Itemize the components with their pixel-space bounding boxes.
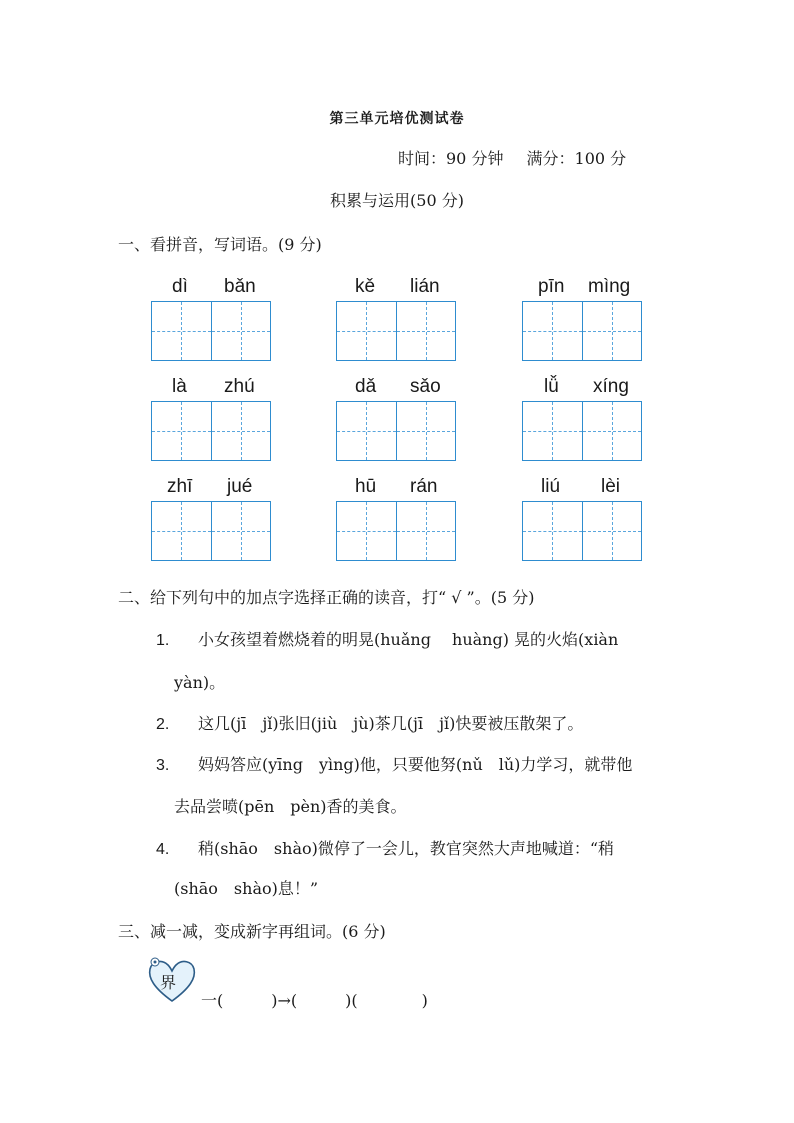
question-2-line1	[156, 711, 583, 734]
pinyin-1a: dì	[172, 276, 188, 297]
pinyin-6a: lǚ	[544, 376, 559, 397]
writing-grid[interactable]	[336, 401, 456, 461]
question-number: 4.	[156, 841, 170, 858]
question-text: 这几(jī jǐ)张旧(jiù jù)茶几(jī jǐ)快要被压散架了。	[198, 714, 584, 733]
pinyin-4a: là	[172, 376, 187, 397]
question-1-line1	[156, 627, 618, 650]
writing-grid[interactable]	[522, 401, 642, 461]
page-title: 第三单元培优测试卷	[329, 111, 465, 127]
question-text: 小女孩望着燃烧着的明晃(huǎng huàng) 晃的火焰(xiàn	[198, 630, 619, 649]
pinyin-8a: hū	[355, 476, 377, 497]
question-text: 妈妈答应(yīng yìng)他，只要他努(nǔ lǔ)力学习，就带他	[198, 755, 633, 774]
section-3-heading: 三、减一减，变成新字再组词。(6 分)	[118, 922, 386, 941]
writing-grid[interactable]	[336, 301, 456, 361]
formula-line: 一( )→( )( )	[201, 991, 428, 1010]
pinyin-3b: mìng	[588, 276, 631, 297]
question-number: 1.	[156, 632, 170, 649]
question-number: 3.	[156, 757, 170, 774]
question-3-line2: 去品尝喷(pēn pèn)香的美食。	[174, 797, 407, 816]
question-4-line2: (shāo shào)息！”	[174, 879, 319, 898]
pinyin-9a: liú	[541, 476, 561, 497]
pinyin-6b: xíng	[593, 376, 629, 397]
part-heading: 积累与运用(50 分)	[330, 191, 464, 210]
writing-grid[interactable]	[522, 501, 642, 561]
pinyin-8b: rán	[410, 476, 438, 497]
question-number: 2.	[156, 716, 170, 733]
pinyin-2a: kě	[355, 276, 376, 297]
pinyin-5b: sǎo	[410, 376, 441, 397]
writing-grid[interactable]	[522, 301, 642, 361]
writing-grid[interactable]	[336, 501, 456, 561]
section-1-heading: 一、看拼音，写词语。(9 分)	[118, 235, 322, 254]
writing-grid[interactable]	[151, 501, 271, 561]
writing-grid[interactable]	[151, 301, 271, 361]
pinyin-2b: lián	[410, 276, 440, 297]
exam-score: 满分：100 分	[526, 149, 627, 168]
pinyin-7a: zhī	[167, 476, 193, 497]
question-3-line1	[156, 752, 632, 775]
pinyin-5a: dǎ	[355, 376, 377, 397]
writing-grid[interactable]	[151, 401, 271, 461]
exam-meta	[398, 146, 644, 169]
question-1-line2: yàn)。	[174, 673, 226, 692]
base-character: 界	[160, 973, 177, 992]
question-4-line1	[156, 836, 614, 859]
pinyin-7b: jué	[227, 476, 253, 497]
section-2-heading: 二、给下列句中的加点字选择正确的读音，打“ √ ”。(5 分)	[118, 588, 535, 607]
pinyin-4b: zhú	[224, 376, 255, 397]
pinyin-9b: lèi	[601, 476, 621, 497]
pinyin-3a: pīn	[538, 276, 565, 297]
exam-time: 时间：90 分钟	[398, 149, 504, 168]
pinyin-1b: bǎn	[224, 276, 256, 297]
question-text: 稍(shāo shào)微停了一会儿，教官突然大声地喊道：“稍	[198, 839, 615, 858]
